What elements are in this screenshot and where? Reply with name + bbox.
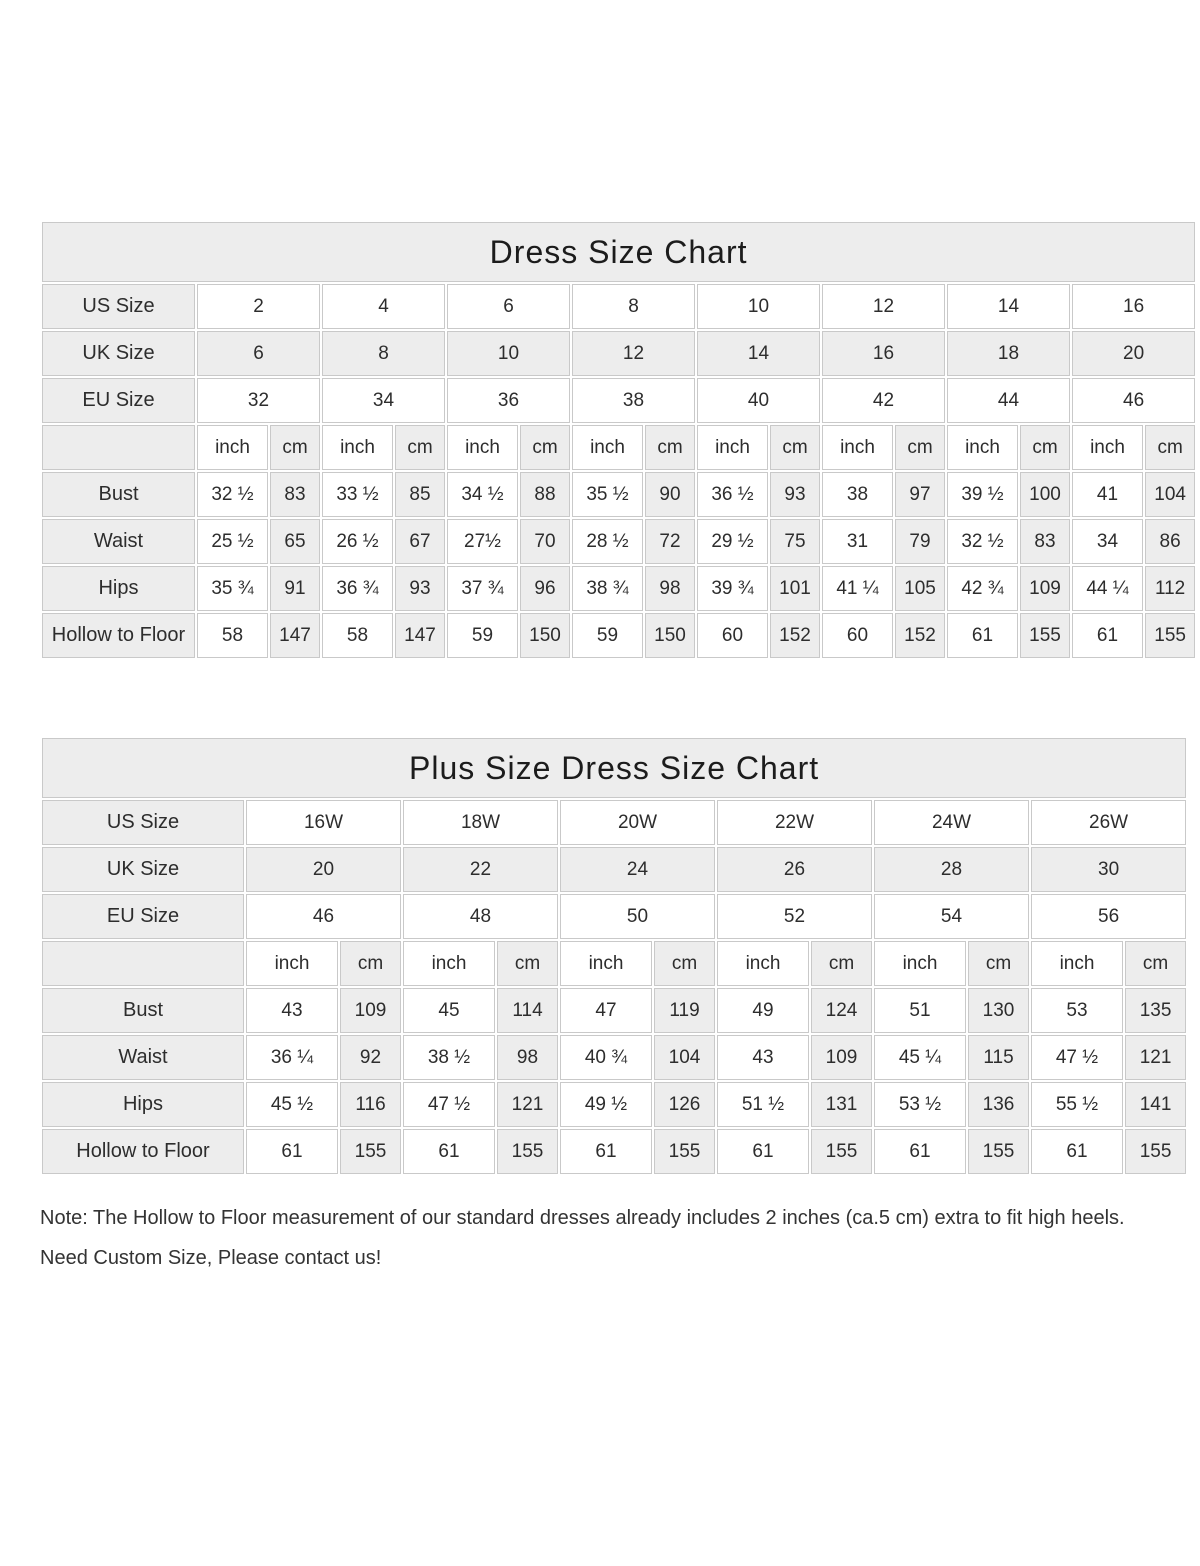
measure-inch-value: 28 ½ bbox=[572, 519, 643, 564]
size-value: 54 bbox=[874, 894, 1029, 939]
size-value: 16W bbox=[246, 800, 401, 845]
row-label: Waist bbox=[42, 1035, 244, 1080]
unit-inch-label: inch bbox=[874, 941, 966, 986]
measure-cm-value: 97 bbox=[895, 472, 945, 517]
measure-cm-value: 85 bbox=[395, 472, 445, 517]
measure-inch-value: 41 bbox=[1072, 472, 1143, 517]
measure-cm-value: 93 bbox=[770, 472, 820, 517]
measure-cm-value: 83 bbox=[1020, 519, 1070, 564]
size-value: 6 bbox=[197, 331, 320, 376]
note-line-custom-size: Need Custom Size, Please contact us! bbox=[40, 1247, 382, 1269]
size-value: 4 bbox=[322, 284, 445, 329]
size-value: 42 bbox=[822, 378, 945, 423]
measure-cm-value: 155 bbox=[1125, 1129, 1186, 1174]
size-value: 26W bbox=[1031, 800, 1186, 845]
unit-cm-label: cm bbox=[654, 941, 715, 986]
measure-inch-value: 44 ¼ bbox=[1072, 566, 1143, 611]
size-value: 24W bbox=[874, 800, 1029, 845]
measure-inch-value: 61 bbox=[1031, 1129, 1123, 1174]
measure-cm-value: 79 bbox=[895, 519, 945, 564]
size-value: 20W bbox=[560, 800, 715, 845]
measure-cm-value: 101 bbox=[770, 566, 820, 611]
size-value: 46 bbox=[246, 894, 401, 939]
measure-inch-value: 60 bbox=[697, 613, 768, 658]
size-value: 10 bbox=[697, 284, 820, 329]
unit-inch-label: inch bbox=[947, 425, 1018, 470]
unit-inch-label: inch bbox=[560, 941, 652, 986]
measure-cm-value: 135 bbox=[1125, 988, 1186, 1033]
measure-inch-value: 60 bbox=[822, 613, 893, 658]
size-value: 8 bbox=[322, 331, 445, 376]
measure-cm-value: 155 bbox=[1020, 613, 1070, 658]
measure-cm-value: 112 bbox=[1145, 566, 1195, 611]
measure-inch-value: 26 ½ bbox=[322, 519, 393, 564]
measure-inch-value: 51 ½ bbox=[717, 1082, 809, 1127]
size-value: 30 bbox=[1031, 847, 1186, 892]
measure-cm-value: 98 bbox=[497, 1035, 558, 1080]
unit-cm-label: cm bbox=[270, 425, 320, 470]
measure-inch-value: 61 bbox=[874, 1129, 966, 1174]
measure-cm-value: 67 bbox=[395, 519, 445, 564]
measure-inch-value: 58 bbox=[197, 613, 268, 658]
measure-cm-value: 155 bbox=[968, 1129, 1029, 1174]
measure-cm-value: 93 bbox=[395, 566, 445, 611]
measure-cm-value: 88 bbox=[520, 472, 570, 517]
measure-cm-value: 75 bbox=[770, 519, 820, 564]
unit-inch-label: inch bbox=[697, 425, 768, 470]
measure-inch-value: 61 bbox=[717, 1129, 809, 1174]
row-label: US Size bbox=[42, 800, 244, 845]
unit-cm-label: cm bbox=[1145, 425, 1195, 470]
measure-cm-value: 109 bbox=[340, 988, 401, 1033]
size-value: 14 bbox=[947, 284, 1070, 329]
measure-inch-value: 34 bbox=[1072, 519, 1143, 564]
row-label: Hips bbox=[42, 566, 195, 611]
measure-cm-value: 90 bbox=[645, 472, 695, 517]
measure-inch-value: 45 bbox=[403, 988, 495, 1033]
row-label: Bust bbox=[42, 472, 195, 517]
measure-inch-value: 25 ½ bbox=[197, 519, 268, 564]
unit-inch-label: inch bbox=[322, 425, 393, 470]
measure-inch-value: 34 ½ bbox=[447, 472, 518, 517]
measure-cm-value: 130 bbox=[968, 988, 1029, 1033]
size-value: 22W bbox=[717, 800, 872, 845]
measure-cm-value: 104 bbox=[654, 1035, 715, 1080]
measure-cm-value: 152 bbox=[770, 613, 820, 658]
unit-cm-label: cm bbox=[520, 425, 570, 470]
row-label: Bust bbox=[42, 988, 244, 1033]
size-value: 56 bbox=[1031, 894, 1186, 939]
measure-cm-value: 83 bbox=[270, 472, 320, 517]
unit-inch-label: inch bbox=[403, 941, 495, 986]
measure-cm-value: 70 bbox=[520, 519, 570, 564]
row-label: Hollow to Floor bbox=[42, 1129, 244, 1174]
size-value: 40 bbox=[697, 378, 820, 423]
size-tables-container bbox=[40, 220, 1186, 1176]
measure-cm-value: 109 bbox=[1020, 566, 1070, 611]
measure-inch-value: 61 bbox=[947, 613, 1018, 658]
measure-cm-value: 100 bbox=[1020, 472, 1070, 517]
unit-cm-label: cm bbox=[1020, 425, 1070, 470]
size-value: 28 bbox=[874, 847, 1029, 892]
size-value: 12 bbox=[822, 284, 945, 329]
measure-inch-value: 40 ¾ bbox=[560, 1035, 652, 1080]
measure-inch-value: 38 ½ bbox=[403, 1035, 495, 1080]
measure-cm-value: 121 bbox=[497, 1082, 558, 1127]
measure-cm-value: 155 bbox=[811, 1129, 872, 1174]
size-value: 48 bbox=[403, 894, 558, 939]
table-title: Dress Size Chart bbox=[42, 222, 1195, 282]
measure-cm-value: 92 bbox=[340, 1035, 401, 1080]
measure-inch-value: 53 bbox=[1031, 988, 1123, 1033]
measure-inch-value: 35 ½ bbox=[572, 472, 643, 517]
note-block bbox=[40, 1198, 1160, 1278]
measure-cm-value: 155 bbox=[1145, 613, 1195, 658]
size-value: 16 bbox=[1072, 284, 1195, 329]
measure-cm-value: 105 bbox=[895, 566, 945, 611]
measure-cm-value: 150 bbox=[645, 613, 695, 658]
measure-cm-value: 147 bbox=[395, 613, 445, 658]
measure-cm-value: 104 bbox=[1145, 472, 1195, 517]
unit-inch-label: inch bbox=[197, 425, 268, 470]
measure-cm-value: 116 bbox=[340, 1082, 401, 1127]
unit-cm-label: cm bbox=[811, 941, 872, 986]
measure-inch-value: 42 ¾ bbox=[947, 566, 1018, 611]
measure-cm-value: 126 bbox=[654, 1082, 715, 1127]
row-label: UK Size bbox=[42, 847, 244, 892]
size-value: 8 bbox=[572, 284, 695, 329]
measure-inch-value: 49 bbox=[717, 988, 809, 1033]
size-value: 26 bbox=[717, 847, 872, 892]
size-value: 50 bbox=[560, 894, 715, 939]
unit-cm-label: cm bbox=[968, 941, 1029, 986]
measure-cm-value: 91 bbox=[270, 566, 320, 611]
row-label: EU Size bbox=[42, 894, 244, 939]
measure-cm-value: 155 bbox=[340, 1129, 401, 1174]
unit-inch-label: inch bbox=[1031, 941, 1123, 986]
size-value: 44 bbox=[947, 378, 1070, 423]
measure-cm-value: 109 bbox=[811, 1035, 872, 1080]
measure-inch-value: 59 bbox=[572, 613, 643, 658]
unit-inch-label: inch bbox=[1072, 425, 1143, 470]
unit-inch-label: inch bbox=[246, 941, 338, 986]
size-value: 18W bbox=[403, 800, 558, 845]
size-value: 10 bbox=[447, 331, 570, 376]
unit-cm-label: cm bbox=[770, 425, 820, 470]
measure-inch-value: 36 ¾ bbox=[322, 566, 393, 611]
row-label-empty bbox=[42, 941, 244, 986]
measure-cm-value: 65 bbox=[270, 519, 320, 564]
measure-inch-value: 61 bbox=[1072, 613, 1143, 658]
size-value: 34 bbox=[322, 378, 445, 423]
measure-cm-value: 155 bbox=[654, 1129, 715, 1174]
measure-inch-value: 43 bbox=[246, 988, 338, 1033]
size-value: 36 bbox=[447, 378, 570, 423]
size-value: 24 bbox=[560, 847, 715, 892]
measure-cm-value: 114 bbox=[497, 988, 558, 1033]
size-value: 12 bbox=[572, 331, 695, 376]
measure-inch-value: 32 ½ bbox=[197, 472, 268, 517]
row-label-empty bbox=[42, 425, 195, 470]
row-label: Hollow to Floor bbox=[42, 613, 195, 658]
measure-inch-value: 47 ½ bbox=[403, 1082, 495, 1127]
measure-cm-value: 155 bbox=[497, 1129, 558, 1174]
measure-inch-value: 58 bbox=[322, 613, 393, 658]
unit-cm-label: cm bbox=[645, 425, 695, 470]
measure-inch-value: 29 ½ bbox=[697, 519, 768, 564]
size-value: 2 bbox=[197, 284, 320, 329]
size-value: 18 bbox=[947, 331, 1070, 376]
measure-inch-value: 38 ¾ bbox=[572, 566, 643, 611]
row-label: Waist bbox=[42, 519, 195, 564]
unit-cm-label: cm bbox=[1125, 941, 1186, 986]
size-value: 6 bbox=[447, 284, 570, 329]
plus-size-dress-size-chart-table bbox=[40, 736, 1188, 1176]
note-line-heels: Note: The Hollow to Floor measurement of our standard dresses already includes 2 inches (ca.5 cm) extra to fit high heels. bbox=[40, 1207, 1125, 1229]
row-label: UK Size bbox=[42, 331, 195, 376]
measure-inch-value: 32 ½ bbox=[947, 519, 1018, 564]
measure-cm-value: 119 bbox=[654, 988, 715, 1033]
size-value: 38 bbox=[572, 378, 695, 423]
measure-cm-value: 131 bbox=[811, 1082, 872, 1127]
measure-inch-value: 45 ¼ bbox=[874, 1035, 966, 1080]
measure-inch-value: 31 bbox=[822, 519, 893, 564]
size-value: 20 bbox=[1072, 331, 1195, 376]
dress-size-chart-table bbox=[40, 220, 1197, 660]
measure-cm-value: 115 bbox=[968, 1035, 1029, 1080]
measure-inch-value: 47 ½ bbox=[1031, 1035, 1123, 1080]
measure-inch-value: 37 ¾ bbox=[447, 566, 518, 611]
measure-cm-value: 96 bbox=[520, 566, 570, 611]
unit-inch-label: inch bbox=[717, 941, 809, 986]
size-value: 14 bbox=[697, 331, 820, 376]
measure-inch-value: 45 ½ bbox=[246, 1082, 338, 1127]
unit-cm-label: cm bbox=[395, 425, 445, 470]
measure-cm-value: 121 bbox=[1125, 1035, 1186, 1080]
row-label: EU Size bbox=[42, 378, 195, 423]
unit-inch-label: inch bbox=[572, 425, 643, 470]
measure-inch-value: 39 ¾ bbox=[697, 566, 768, 611]
unit-cm-label: cm bbox=[497, 941, 558, 986]
measure-inch-value: 61 bbox=[403, 1129, 495, 1174]
measure-inch-value: 41 ¼ bbox=[822, 566, 893, 611]
unit-inch-label: inch bbox=[447, 425, 518, 470]
measure-inch-value: 36 ½ bbox=[697, 472, 768, 517]
measure-inch-value: 47 bbox=[560, 988, 652, 1033]
measure-inch-value: 27½ bbox=[447, 519, 518, 564]
measure-cm-value: 72 bbox=[645, 519, 695, 564]
measure-inch-value: 43 bbox=[717, 1035, 809, 1080]
table-title: Plus Size Dress Size Chart bbox=[42, 738, 1186, 798]
measure-cm-value: 136 bbox=[968, 1082, 1029, 1127]
measure-inch-value: 51 bbox=[874, 988, 966, 1033]
measure-cm-value: 150 bbox=[520, 613, 570, 658]
measure-inch-value: 33 ½ bbox=[322, 472, 393, 517]
size-value: 16 bbox=[822, 331, 945, 376]
row-label: Hips bbox=[42, 1082, 244, 1127]
row-label: US Size bbox=[42, 284, 195, 329]
measure-inch-value: 59 bbox=[447, 613, 518, 658]
unit-inch-label: inch bbox=[822, 425, 893, 470]
unit-cm-label: cm bbox=[340, 941, 401, 986]
measure-cm-value: 141 bbox=[1125, 1082, 1186, 1127]
measure-inch-value: 36 ¼ bbox=[246, 1035, 338, 1080]
measure-cm-value: 124 bbox=[811, 988, 872, 1033]
measure-inch-value: 61 bbox=[560, 1129, 652, 1174]
size-value: 32 bbox=[197, 378, 320, 423]
size-value: 22 bbox=[403, 847, 558, 892]
measure-cm-value: 86 bbox=[1145, 519, 1195, 564]
measure-cm-value: 152 bbox=[895, 613, 945, 658]
measure-inch-value: 39 ½ bbox=[947, 472, 1018, 517]
measure-inch-value: 49 ½ bbox=[560, 1082, 652, 1127]
measure-inch-value: 35 ¾ bbox=[197, 566, 268, 611]
measure-inch-value: 55 ½ bbox=[1031, 1082, 1123, 1127]
size-value: 20 bbox=[246, 847, 401, 892]
unit-cm-label: cm bbox=[895, 425, 945, 470]
measure-inch-value: 53 ½ bbox=[874, 1082, 966, 1127]
measure-inch-value: 38 bbox=[822, 472, 893, 517]
measure-inch-value: 61 bbox=[246, 1129, 338, 1174]
size-value: 46 bbox=[1072, 378, 1195, 423]
measure-cm-value: 98 bbox=[645, 566, 695, 611]
measure-cm-value: 147 bbox=[270, 613, 320, 658]
size-value: 52 bbox=[717, 894, 872, 939]
